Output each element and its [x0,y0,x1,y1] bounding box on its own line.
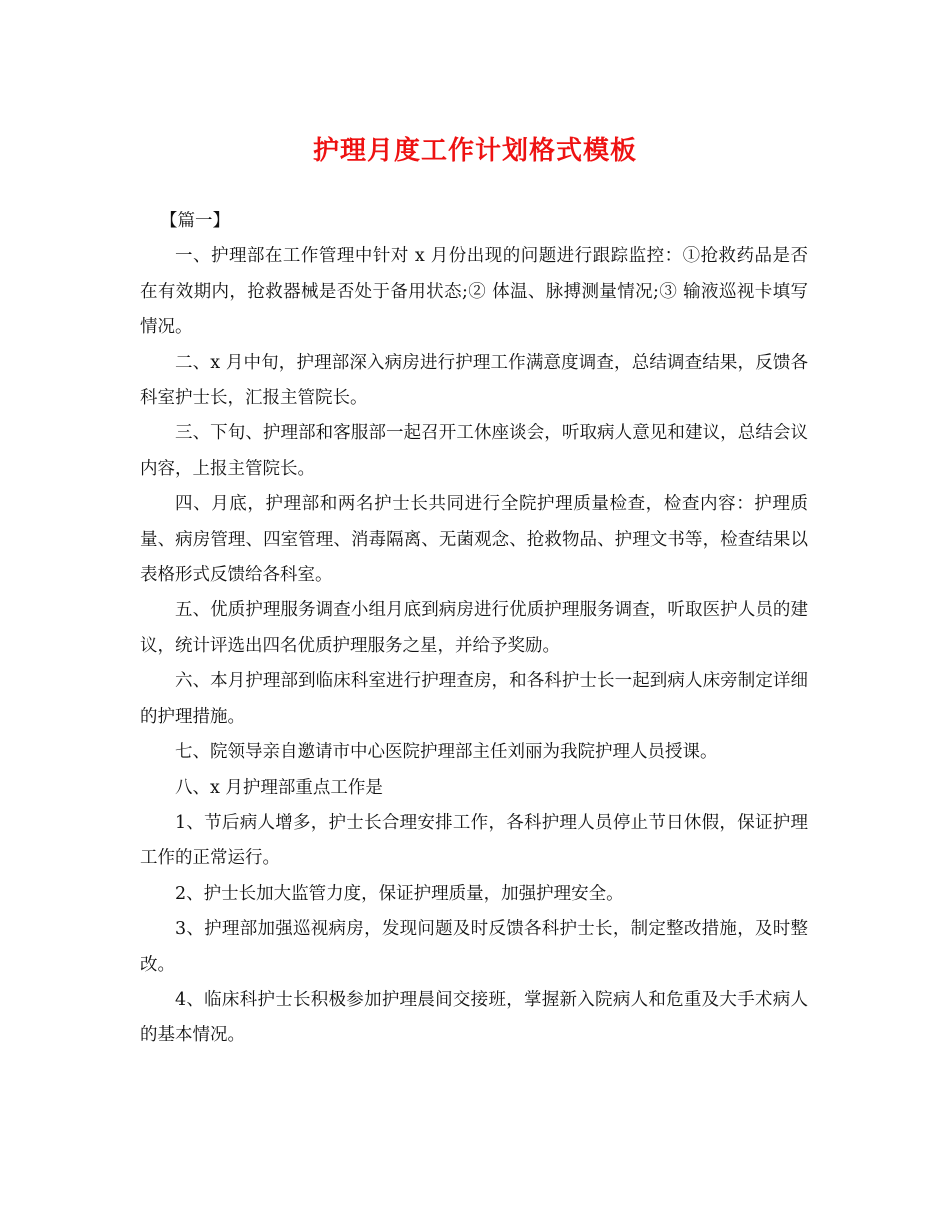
document-body [140,204,808,1054]
paragraph-2: 二、x 月中旬，护理部深入病房进行护理工作满意度调查，总结调查结果，反馈各科室护士长，汇报主管院长。 [140,352,808,409]
paragraph-6: 六、本月护理部到临床科室进行护理查房，和各科护士长一起到病人床旁制定详细的护理措施。 [140,671,808,727]
paragraph-1: 一、护理部在工作管理中针对 x 月份出现的问题进行跟踪监控：①抢救药品是否在有效期内，抢救器械是否处于备用状态;② 体温、脉搏测量情况;③ 输液巡视卡填写情况。 [140,246,808,338]
section-label: 【篇一】 [160,211,230,231]
list-item-1: 1、节后病人增多，护士长合理安排工作，各科护理人员停止节日休假，保证护理工作的正常运行。 [140,812,808,869]
list-item-3: 3、护理部加强巡视病房，发现问题及时反馈各科护士长，制定整改措施，及时整改。 [140,919,808,975]
list-item-2: 2、护士长加大监管力度，保证护理质量，加强护理安全。 [175,883,624,904]
list-item-4: 4、临床科护士长积极参加护理晨间交接班，掌握新入院病人和危重及大手术病人的基本情况。 [140,989,808,1046]
paragraph-4: 四、月底，护理部和两名护士长共同进行全院护理质量检查，检查内容：护理质量、病房管理、四室管理、消毒隔离、无菌观念、抢救物品、护理文书等，检查结果以表格形式反馈给各科室。 [140,494,808,586]
paragraph-5: 五、优质护理服务调查小组月底到病房进行优质护理服务调查，听取医护人员的建议，统计评选出四名优质护理服务之星，并给予奖励。 [140,600,808,656]
paragraph-7: 七、院领导亲自邀请市中心医院护理部主任刘丽为我院护理人员授课。 [175,742,718,763]
paragraph-8: 八、x 月护理部重点工作是 [175,777,383,798]
document-title: 护理月度工作计划格式模板 [312,136,637,166]
paragraph-3: 三、下旬、护理部和客服部一起召开工休座谈会，听取病人意见和建议，总结会议内容，上报主管院长。 [140,423,808,479]
